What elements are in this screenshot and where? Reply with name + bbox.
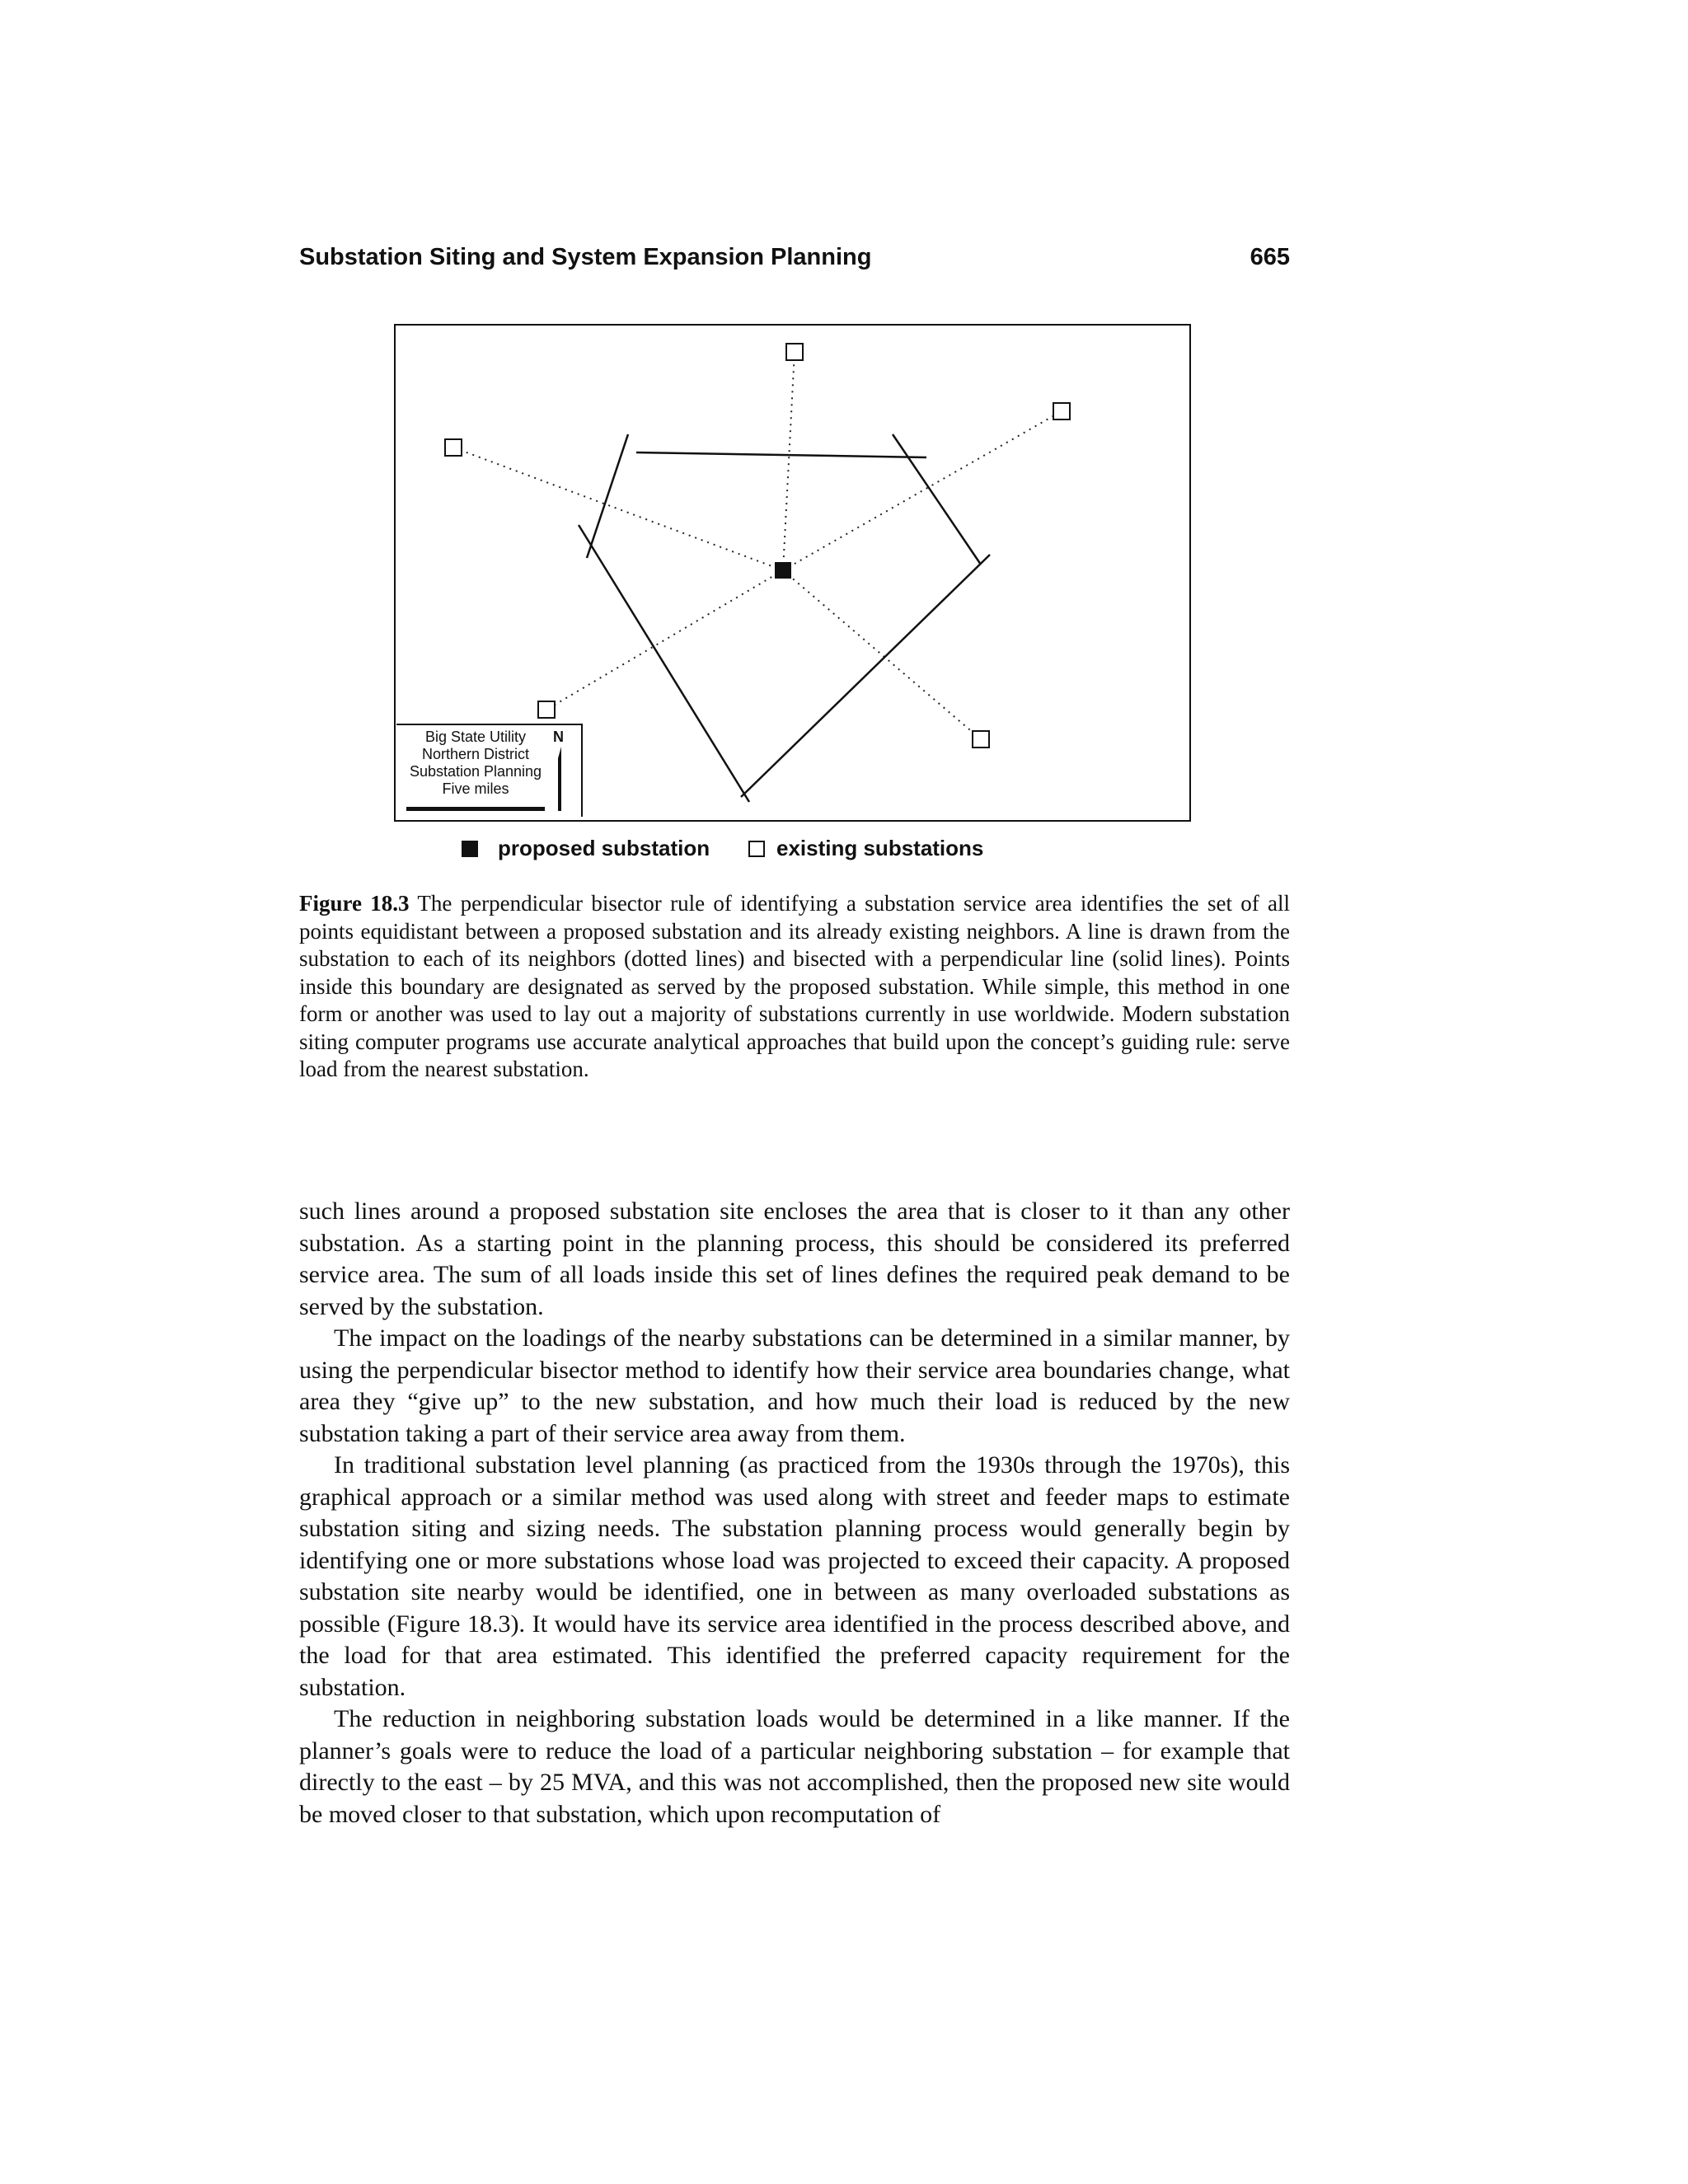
figure-diagram [394,324,1191,822]
legend-utility: Big State Utility [424,729,527,745]
proposed-substation [775,562,791,579]
figure-caption-label: Figure 18.3 [299,891,410,916]
paragraph-2: The impact on the loadings of the nearby substations can be determined in a similar manner, by using the perpendicular bisector method to identify how their service area boundaries change, what area they “give up” to the new substation, and how much their load is reduced by the new substation taking a part of their service area away from them. [299,1324,1290,1447]
figure-caption [299,890,1290,1084]
existing-substations-label: existing substations [776,836,984,860]
proposed-substation-label: proposed substation [498,836,710,860]
dotted-connector-north [783,352,795,570]
bisector-line-southeast [741,555,990,797]
map-legend-box [396,724,583,817]
dotted-connector-southwest [546,570,783,710]
proposed-substation-icon [462,841,478,857]
existing-substation-icon [748,841,765,857]
scale-bar [406,807,545,811]
paragraph-1: such lines around a proposed substation site encloses the area that is closer to it than any other substation. As a starting point in the planning process, this should be considered its preferred service area. The sum of all loads inside this set of lines defines the required peak demand to be served by the substation. [299,1197,1290,1320]
dotted-connector-southeast [783,570,981,739]
existing-substation-northeast [1053,403,1070,419]
bisector-line-northwest [587,434,628,558]
north-arrow-icon [558,747,561,811]
running-header [299,239,1290,277]
legend-planning: Substation Planning [409,763,542,780]
body-text [299,1196,1290,1830]
paragraph-3: In traditional substation level planning (as practiced from the 1930s through the 1970s), this graphical approach or a similar method was used along with street and feeder maps to estimate substation siting and sizing needs. The substation planning process would generally begin by identifying one or more substations whose load was projected to exceed their capacity. A proposed substation site nearby would be identified, one in between as many overloaded substations as possible (Figure 18.3). It would have its service area identified in the process described above, and the load for that area estimated. This identified the preferred capacity requirement for the substation. [299,1451,1290,1701]
bisector-line-southwest [579,525,749,802]
page-number: 665 [1250,244,1290,270]
bisector-line-northeast [893,434,981,565]
running-title: Substation Siting and System Expansion Planning [299,244,872,270]
existing-substation-northwest [445,439,462,456]
existing-substation-north [786,344,803,360]
north-label: N [553,729,564,745]
dotted-connector-northeast [783,411,1062,570]
existing-substation-southeast [973,731,989,748]
existing-substation-southwest [538,701,555,718]
figure-key [462,834,1039,867]
bisector-line-north [636,452,926,457]
legend-scale-label: Five miles [442,780,509,797]
paragraph-4: The reduction in neighboring substation loads would be determined in a like manner. If the planner’s goals were to reduce the load of a particular neighboring substation – for example that directly to the east – by 25 MVA, and this was not accomplished, then the proposed new site would be moved closer to that substation, which upon recomputation of [299,1705,1290,1828]
legend-district: Northern District [421,746,530,762]
figure-caption-text: The perpendicular bisector rule of identifying a substation service area identifies the set of all points equidistant between a proposed substation and its already existing neighbors. A line is drawn from the substation to each of its neighbors (dotted lines) and bisected with a perpendicular line (solid lines). Points inside this boundary are designated as served by the proposed substation. While simple, this method in one form or another was used to lay out a majority of substations currently in use worldwide. Modern substation siting computer programs use accurate analytical approaches that build upon the concept’s guiding rule: serve load from the nearest substation. [299,891,1291,1081]
